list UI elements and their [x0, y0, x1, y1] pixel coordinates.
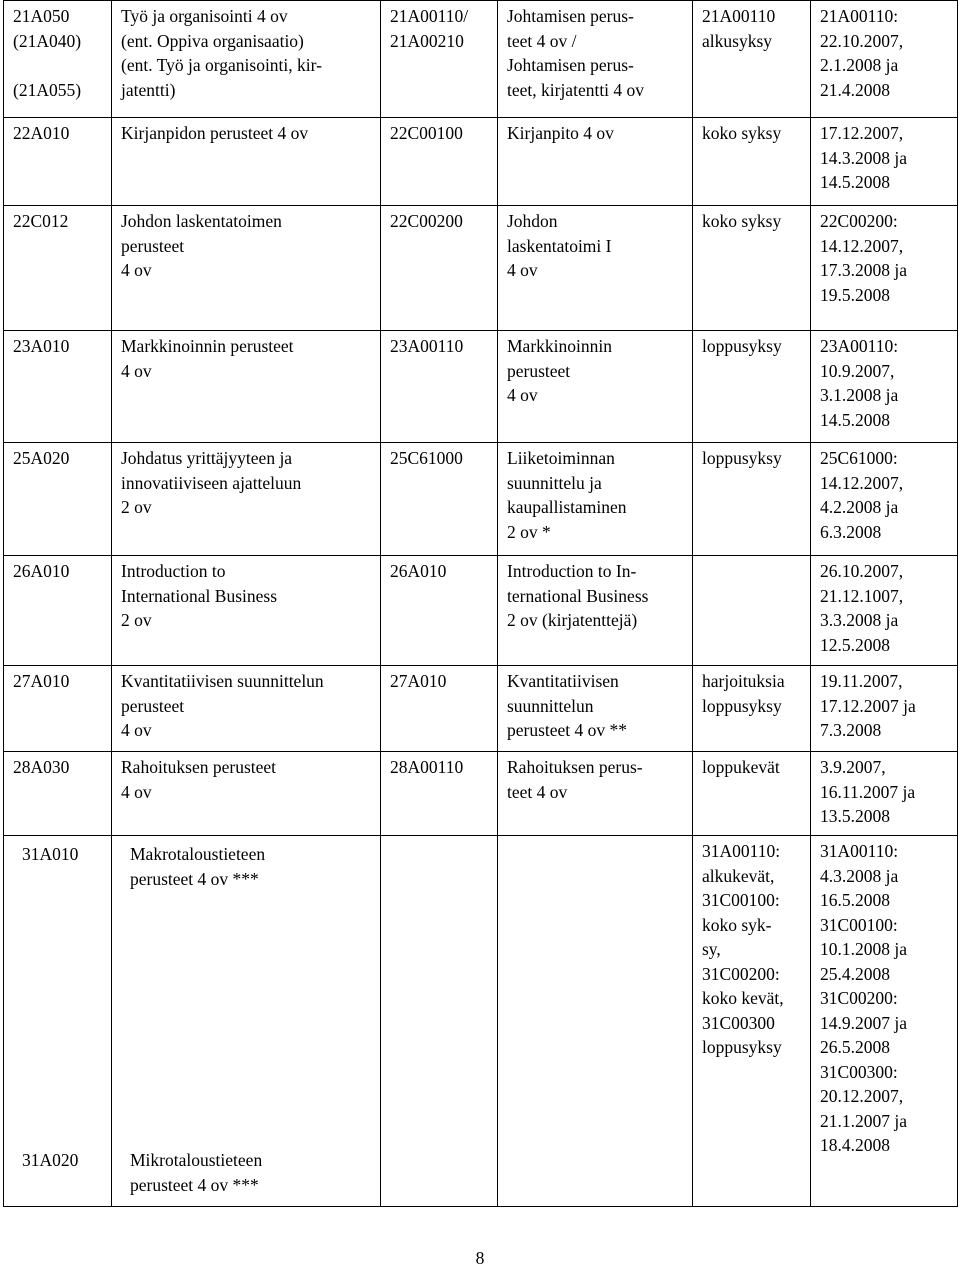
exam-dates: 23A00110: 10.9.2007, 3.1.2008 ja 14.5.2008 [811, 331, 958, 443]
table-body [4, 1, 958, 1207]
old-course-name: Johdatus yrittäjyyteen ja innovatiiviseen ajatteluun 2 ov [112, 443, 381, 556]
exam-dates: 17.12.2007, 14.3.2008 ja 14.5.2008 [811, 118, 958, 206]
old-course-code: 27A010 [4, 666, 112, 752]
new-course-code: 22C00200 [381, 206, 498, 331]
exam-dates: 31A00110: 4.3.2008 ja 16.5.2008 31C00100: 10.1.2008 ja 25.4.2008 31C00200: 14.9.2007 ja 26.5.2008 31C00300: 20.12.2007, 21.1.2007 ja 18.4.2008 [811, 836, 958, 1207]
teaching-period: 21A00110 alkusyksy [693, 1, 811, 118]
teaching-period: koko syksy [693, 206, 811, 331]
exam-dates: 3.9.2007, 16.11.2007 ja 13.5.2008 [811, 752, 958, 836]
old-course-name: Markkinoinnin perusteet 4 ov [112, 331, 381, 443]
table-row [4, 556, 958, 666]
table-row [4, 666, 958, 752]
exam-dates: 21A00110: 22.10.2007, 2.1.2008 ja 21.4.2008 [811, 1, 958, 118]
new-course-code: 21A00110/ 21A00210 [381, 1, 498, 118]
new-course-code: 22C00100 [381, 118, 498, 206]
old-course-code: 23A010 [4, 331, 112, 443]
teaching-period: loppukevät [693, 752, 811, 836]
new-course-name [498, 836, 693, 1207]
new-course-code: 26A010 [381, 556, 498, 666]
old-course-code: 22A010 [4, 118, 112, 206]
new-course-name: Johdon laskentatoimi I 4 ov [498, 206, 693, 331]
new-course-code: 25C61000 [381, 443, 498, 556]
old-course-name: Rahoituksen perusteet 4 ov [112, 752, 381, 836]
old-course-code: 31A020 [22, 1150, 79, 1170]
new-course-code [381, 836, 498, 1207]
new-course-name: Kvantitatiivisen suunnittelun perusteet 4 ov ** [498, 666, 693, 752]
teaching-period [693, 556, 811, 666]
new-course-code: 27A010 [381, 666, 498, 752]
old-course-code: 26A010 [4, 556, 112, 666]
new-course-name: Kirjanpito 4 ov [498, 118, 693, 206]
old-course-code-pair [13, 839, 105, 1202]
new-course-code: 23A00110 [381, 331, 498, 443]
old-course-code: 21A050 (21A040) (21A055) [4, 1, 112, 118]
course-equivalence-table [3, 0, 958, 1207]
old-course-name: Kirjanpidon perusteet 4 ov [112, 118, 381, 206]
old-course-name: Mikrotaloustieteen perusteet 4 ov *** [130, 1150, 263, 1195]
table-row [4, 836, 958, 1207]
old-course-code: 31A010 [22, 844, 79, 864]
old-course-name-pair [121, 839, 374, 1202]
old-course-name: Makrotaloustieteen perusteet 4 ov *** [130, 844, 266, 889]
old-course-code: 28A030 [4, 752, 112, 836]
teaching-period: loppusyksy [693, 331, 811, 443]
table-row [4, 752, 958, 836]
exam-dates: 22C00200: 14.12.2007, 17.3.2008 ja 19.5.2008 [811, 206, 958, 331]
table-row [4, 1, 958, 118]
table-row [4, 206, 958, 331]
old-course-code: 22C012 [4, 206, 112, 331]
new-course-code: 28A00110 [381, 752, 498, 836]
old-course-name: Työ ja organisointi 4 ov (ent. Oppiva organisaatio) (ent. Työ ja organisointi, kir- jatentti) [112, 1, 381, 118]
exam-dates: 19.11.2007, 17.12.2007 ja 7.3.2008 [811, 666, 958, 752]
new-course-name: Markkinoinnin perusteet 4 ov [498, 331, 693, 443]
old-course-name: Introduction to International Business 2 ov [112, 556, 381, 666]
new-course-name: Introduction to In- ternational Business 2 ov (kirjatenttejä) [498, 556, 693, 666]
exam-dates: 25C61000: 14.12.2007, 4.2.2008 ja 6.3.2008 [811, 443, 958, 556]
table-row [4, 118, 958, 206]
new-course-name: Rahoituksen perus- teet 4 ov [498, 752, 693, 836]
old-course-name: Johdon laskentatoimen perusteet 4 ov [112, 206, 381, 331]
teaching-period: loppusyksy [693, 443, 811, 556]
new-course-name: Liiketoiminnan suunnittelu ja kaupallistaminen 2 ov * [498, 443, 693, 556]
exam-dates: 26.10.2007, 21.12.1007, 3.3.2008 ja 12.5.2008 [811, 556, 958, 666]
old-course-code: 25A020 [4, 443, 112, 556]
table-row [4, 443, 958, 556]
new-course-name: Johtamisen perus- teet 4 ov / Johtamisen perus- teet, kirjatentti 4 ov [498, 1, 693, 118]
teaching-period: harjoituksia loppusyksy [693, 666, 811, 752]
teaching-period: 31A00110: alkukevät, 31C00100: koko syk- sy, 31C00200: koko kevät, 31C00300 loppusyksy [693, 836, 811, 1207]
old-course-name: Kvantitatiivisen suunnittelun perusteet 4 ov [112, 666, 381, 752]
table-row [4, 331, 958, 443]
teaching-period: koko syksy [693, 118, 811, 206]
old-course-name-cell [112, 836, 381, 1207]
old-course-code-cell [4, 836, 112, 1207]
page-number: 8 [475, 1248, 485, 1268]
